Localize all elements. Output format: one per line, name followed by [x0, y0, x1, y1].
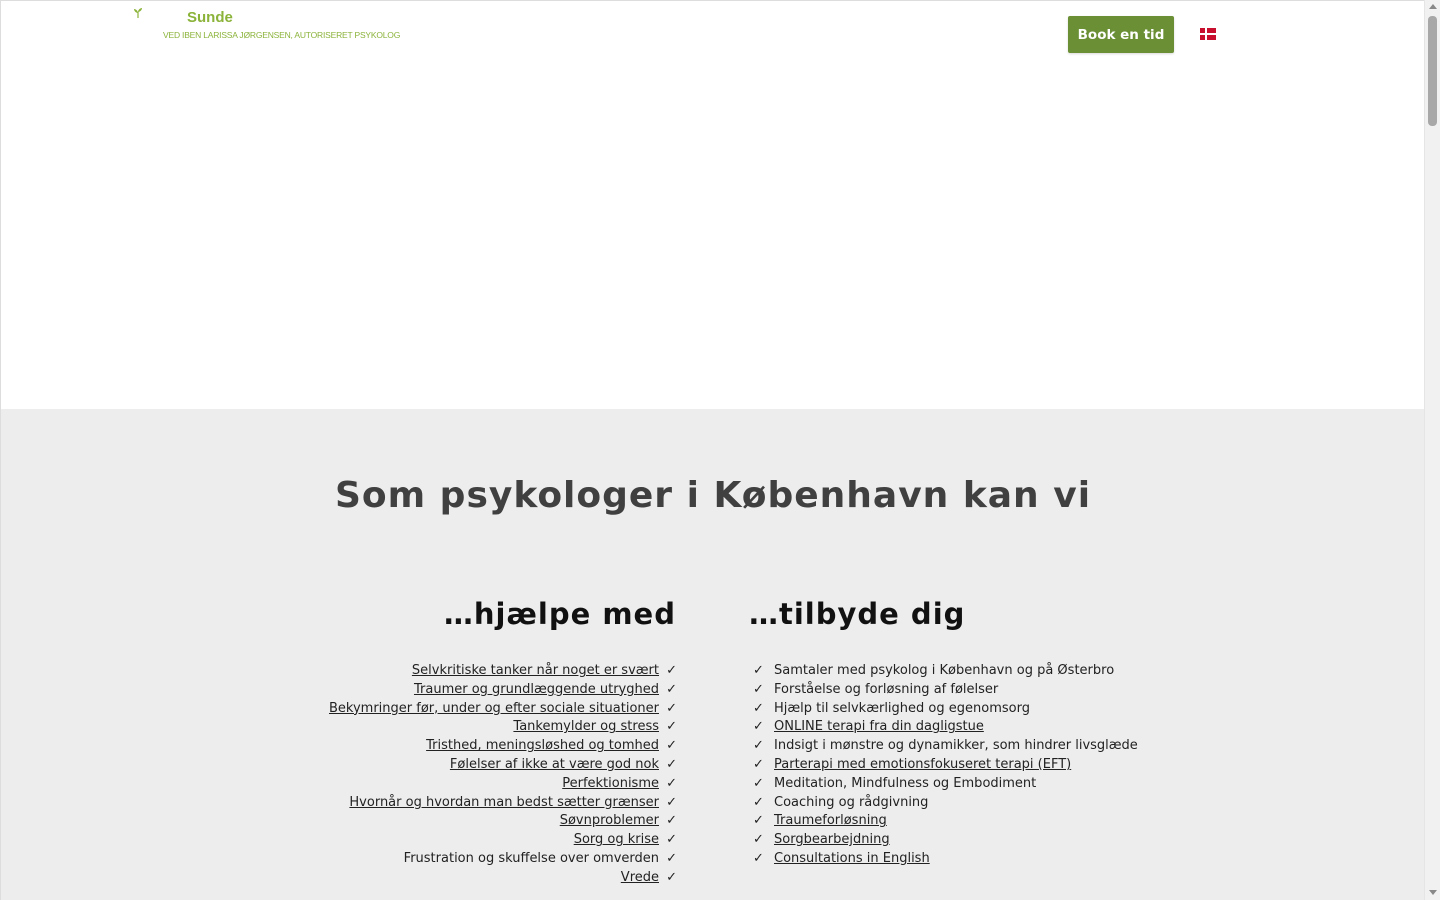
list-item — [301, 812, 677, 831]
list-item-link[interactable]: Perfektionisme — [562, 775, 659, 791]
list-item — [301, 756, 677, 775]
checkmark-icon: ✓ — [666, 700, 677, 716]
book-appointment-button[interactable]: Book en tid — [1068, 16, 1174, 53]
list-item-link[interactable]: Vrede — [620, 869, 659, 885]
list-item-link[interactable]: Søvnproblemer — [559, 813, 659, 829]
list-item-link[interactable]: Traumeforløsning — [774, 813, 887, 829]
checkmark-icon: ✓ — [753, 850, 764, 866]
checkmark-icon: ✓ — [666, 775, 677, 791]
checkmark-icon: ✓ — [666, 719, 677, 735]
list-item — [749, 756, 1169, 775]
list-item — [301, 700, 677, 719]
list-item — [749, 831, 1169, 850]
list-item — [301, 869, 677, 888]
checkmark-icon: ✓ — [666, 813, 677, 829]
checkmark-icon: ✓ — [666, 681, 677, 697]
logo-name: Sunde — [187, 9, 233, 26]
scroll-down-arrow-icon[interactable] — [1429, 890, 1437, 895]
list-item — [749, 775, 1169, 794]
list-item-link[interactable]: ONLINE terapi fra din dagligstue — [774, 719, 984, 735]
sprout-icon — [133, 7, 143, 19]
checkmark-icon: ✓ — [753, 681, 764, 697]
checkmark-icon: ✓ — [753, 775, 764, 791]
help-with-list — [301, 662, 677, 888]
checkmark-icon: ✓ — [753, 756, 764, 772]
section-title: Som psykologer i København kan vi — [334, 475, 1092, 516]
site-header — [1, 1, 1424, 71]
help-with-column — [301, 597, 677, 888]
checkmark-icon: ✓ — [666, 756, 677, 772]
list-item-link[interactable]: Consultations in English — [774, 850, 930, 866]
list-item — [749, 700, 1169, 719]
vertical-scrollbar[interactable] — [1424, 0, 1440, 900]
list-item-link[interactable]: Bekymringer før, under og efter sociale situationer — [329, 700, 659, 716]
danish-flag-icon[interactable] — [1200, 28, 1216, 40]
list-item-label: Indsigt i mønstre og dynamikker, som hindrer livsglæde — [774, 738, 1138, 754]
list-item — [301, 775, 677, 794]
list-item — [301, 831, 677, 850]
list-item — [301, 662, 677, 681]
list-item — [301, 681, 677, 700]
scroll-up-arrow-icon[interactable] — [1429, 4, 1437, 9]
list-item-link[interactable]: Hvornår og hvordan man bedst sætter grænser — [349, 794, 659, 810]
checkmark-icon: ✓ — [753, 719, 764, 735]
scroll-thumb[interactable] — [1428, 16, 1437, 126]
checkmark-icon: ✓ — [666, 794, 677, 810]
checkmark-icon: ✓ — [666, 738, 677, 754]
logo-subtitle: VED IBEN LARISSA JØRGENSEN, AUTORISERET PSYKOLOG — [163, 30, 401, 40]
list-item — [749, 681, 1169, 700]
checkmark-icon: ✓ — [666, 832, 677, 848]
list-item — [749, 794, 1169, 813]
list-item-label: Hjælp til selvkærlighed og egenomsorg — [774, 700, 1030, 716]
checkmark-icon: ✓ — [753, 663, 764, 678]
services-section — [1, 409, 1424, 900]
list-item — [301, 718, 677, 737]
list-item-label: Meditation, Mindfulness og Embodiment — [774, 775, 1037, 791]
list-item — [749, 812, 1169, 831]
list-item-link[interactable]: Sorg og krise — [573, 832, 659, 848]
list-item-label: Coaching og rådgivning — [774, 794, 929, 810]
list-item — [301, 737, 677, 756]
list-item-link[interactable]: Traumer og grundlæggende utryghed — [413, 681, 659, 697]
checkmark-icon: ✓ — [666, 850, 677, 866]
list-item — [301, 794, 677, 813]
logo[interactable] — [131, 5, 401, 45]
help-with-heading: …hjælpe med — [443, 597, 676, 631]
list-item-link[interactable]: Følelser af ikke at være god nok — [449, 756, 659, 772]
checkmark-icon: ✓ — [753, 700, 764, 716]
checkmark-icon: ✓ — [753, 738, 764, 754]
list-item-label: Frustration og skuffelse over omverden — [403, 850, 659, 866]
list-item — [749, 718, 1169, 737]
checkmark-icon: ✓ — [753, 794, 764, 810]
offer-column — [749, 597, 1169, 869]
checkmark-icon: ✓ — [753, 813, 764, 829]
list-item-link[interactable]: Selvkritiske tanker når noget er svært — [411, 663, 659, 678]
list-item-label: Forståelse og forløsning af følelser — [774, 681, 999, 697]
list-item-link[interactable]: Tristhed, meningsløshed og tomhed — [426, 738, 659, 754]
checkmark-icon: ✓ — [666, 869, 677, 885]
checkmark-icon: ✓ — [666, 663, 677, 678]
list-item-link[interactable]: Tankemylder og stress — [513, 719, 659, 735]
list-item — [749, 850, 1169, 869]
list-item — [749, 662, 1169, 681]
offer-list — [749, 662, 1169, 869]
checkmark-icon: ✓ — [753, 832, 764, 848]
offer-heading: …tilbyde dig — [749, 597, 966, 631]
list-item-label: Samtaler med psykolog i København og på Østerbro — [774, 663, 1115, 678]
list-item-link[interactable]: Parterapi med emotionsfokuseret terapi (EFT) — [774, 756, 1072, 772]
list-item-link[interactable]: Sorgbearbejdning — [774, 832, 890, 848]
list-item — [749, 737, 1169, 756]
list-item — [301, 850, 677, 869]
